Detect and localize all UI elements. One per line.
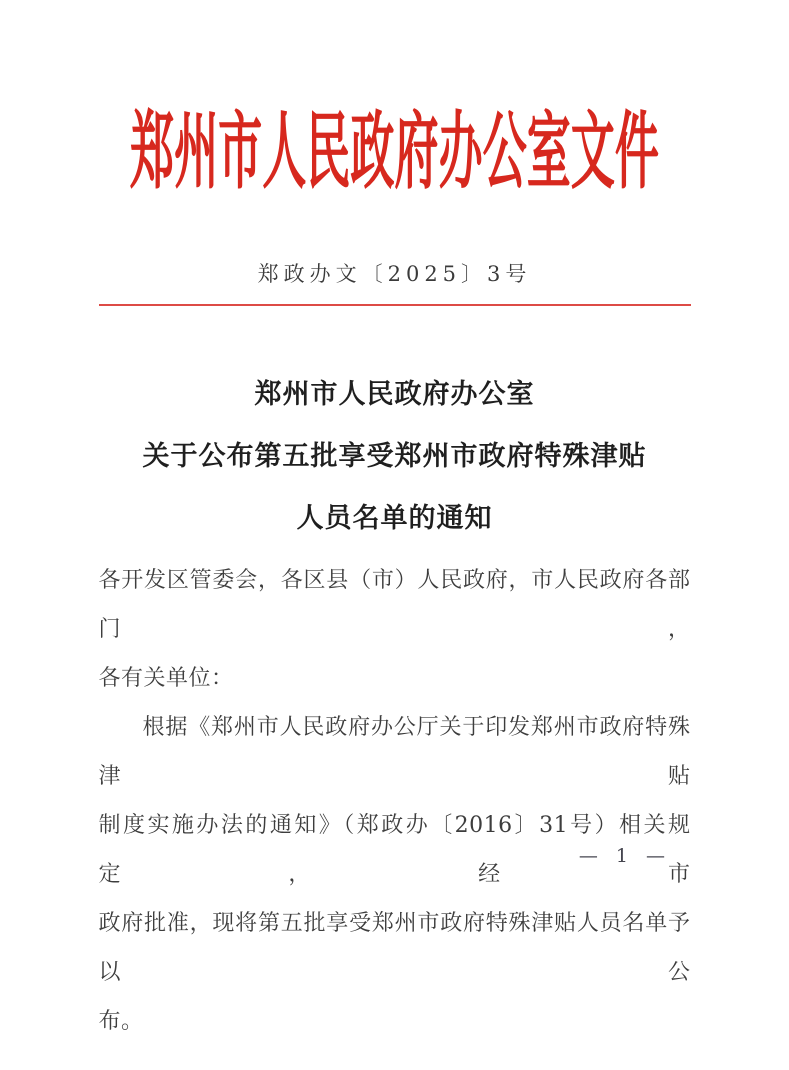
document-title-line: 郑州市人民政府办公室 xyxy=(254,379,535,410)
document-title-line: 关于公布第五批享受郑州市政府特殊津贴 xyxy=(142,441,647,472)
document-masthead xyxy=(0,102,789,201)
salutation-line: 各开发区管委会，各区县（市）人民政府，市人民政府各部门， xyxy=(98,568,691,642)
body-paragraph-line: 根据《郑州市人民政府办公厅关于印发郑州市政府特殊津贴 xyxy=(98,715,691,789)
document-masthead-title: 郑州市人民政府办公室文件 xyxy=(130,102,659,201)
body-paragraph-line: 布。 xyxy=(98,1009,144,1034)
body-paragraph-line: 政府批准，现将第五批享受郑州市政府特殊津贴人员名单予以公 xyxy=(98,911,691,985)
body-paragraph-line: 制度实施办法的通知》（郑政办〔2016〕31号）相关规定，经市 xyxy=(98,813,691,887)
red-divider-line xyxy=(99,304,691,306)
document-number: 郑政办文〔2025〕3号 xyxy=(257,262,532,286)
salutation-line: 各有关单位： xyxy=(98,666,234,691)
document-title-line: 人员名单的通知 xyxy=(296,503,493,534)
document-title xyxy=(0,364,789,550)
salutation xyxy=(99,556,691,703)
body-paragraph xyxy=(99,703,691,1046)
page-number: — 1 — xyxy=(578,845,671,867)
